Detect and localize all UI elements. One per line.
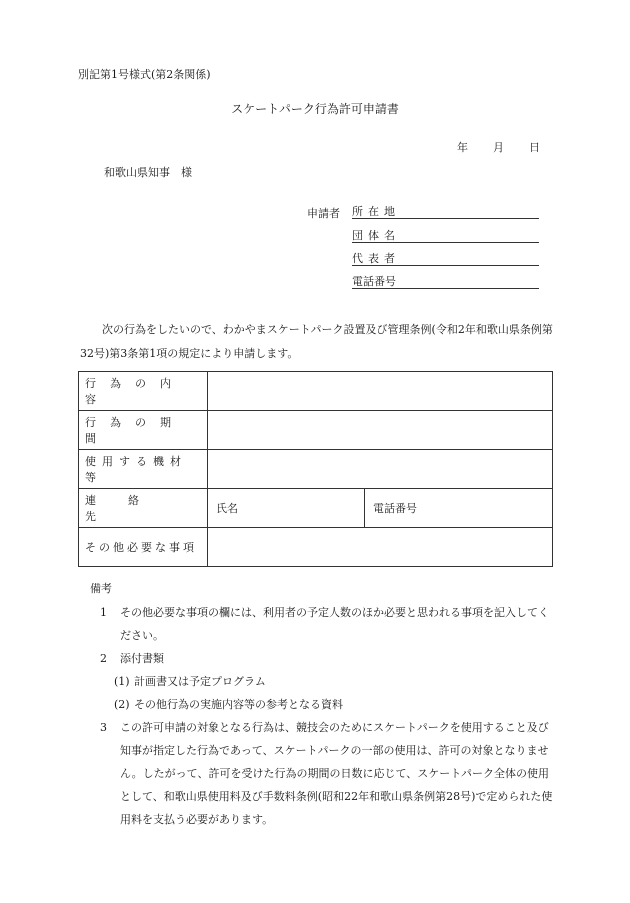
other-input-cell[interactable]: [208, 528, 553, 567]
row-label-other: [79, 528, 208, 567]
list-item: [100, 693, 555, 716]
list-item: [100, 647, 555, 670]
applicant-organization-field[interactable]: [352, 227, 539, 243]
date-month: 月: [493, 141, 504, 154]
remarks-title: 備考: [90, 582, 112, 595]
row-label-content: [79, 372, 208, 411]
applicant-representative-field[interactable]: [352, 250, 539, 266]
applicant-label: 申請者: [307, 207, 340, 220]
remarks-list: [100, 601, 555, 831]
equipment-input-cell[interactable]: [208, 450, 553, 489]
field-label-phone: 電話番号: [352, 275, 396, 288]
row-label-period: [79, 411, 208, 450]
item-text: その他必要な事項の欄には、利用者の予定人数のほか必要と思われる事項を記入してください。: [120, 606, 549, 642]
application-table: [78, 371, 553, 567]
label-text: 行為の期間: [85, 416, 185, 445]
addressee: 和歌山県知事 様: [104, 166, 192, 179]
row-label-equipment: [79, 450, 208, 489]
contact-name-cell[interactable]: [208, 489, 365, 528]
item-text: 添付書類: [120, 652, 164, 665]
period-input-cell[interactable]: [208, 411, 553, 450]
label-text: 連絡先: [85, 494, 171, 523]
item-number: 2: [100, 652, 107, 665]
field-label-representative: 代表者: [352, 252, 400, 265]
form-number: 別記第1号様式(第2条関係): [78, 68, 211, 81]
field-label-organization: 団体名: [352, 229, 400, 242]
contact-phone-label: 電話番号: [373, 502, 417, 515]
item-number: (1): [114, 675, 130, 688]
date-line: [457, 139, 540, 155]
applicant-address-field[interactable]: [352, 203, 539, 219]
date-year: 年: [457, 141, 468, 154]
table-row: [79, 411, 553, 450]
list-item: [100, 716, 555, 831]
label-text: その他必要な事項: [85, 541, 197, 554]
table-row: [79, 450, 553, 489]
label-text: 行為の内容: [85, 377, 185, 406]
item-text: その他行為の実施内容等の参考となる資料: [134, 698, 343, 711]
contact-phone-cell[interactable]: [365, 489, 553, 528]
row-label-contact: [79, 489, 208, 528]
table-row: [79, 528, 553, 567]
intro-paragraph: 次の行為をしたいので、わかやまスケートパーク設置及び管理条例(令和2年和歌山県条例第32号)第3条第1項の規定により申請します。: [80, 323, 553, 360]
list-item: [100, 670, 555, 693]
page-title: スケートパーク行為許可申請書: [231, 102, 399, 116]
applicant-phone-field[interactable]: [352, 273, 539, 289]
date-day: 日: [529, 141, 540, 154]
item-text: 計画書又は予定プログラム: [134, 675, 266, 688]
content-input-cell[interactable]: [208, 372, 553, 411]
list-item: [100, 601, 555, 647]
item-number: 3: [100, 721, 107, 734]
item-number: (2): [114, 698, 130, 711]
table-row: [79, 489, 553, 528]
label-text: 使用する機材等: [85, 455, 187, 484]
item-number: 1: [100, 606, 107, 619]
item-text: この許可申請の対象となる行為は、競技会のためにスケートパークを使用すること及び知事が指定した行為であって、スケートパークの一部の使用は、許可の対象となりません。したがって、許可を受けた行為の期間の日数に応じて、スケートパーク全体の使用として、和歌山県使用料及び手数料条例(昭和22年和歌山県条例第28号)で定められた使用料を支払う必要があります。: [120, 721, 553, 826]
contact-name-label: 氏名: [216, 502, 238, 515]
table-row: [79, 372, 553, 411]
field-label-address: 所在地: [352, 205, 400, 218]
